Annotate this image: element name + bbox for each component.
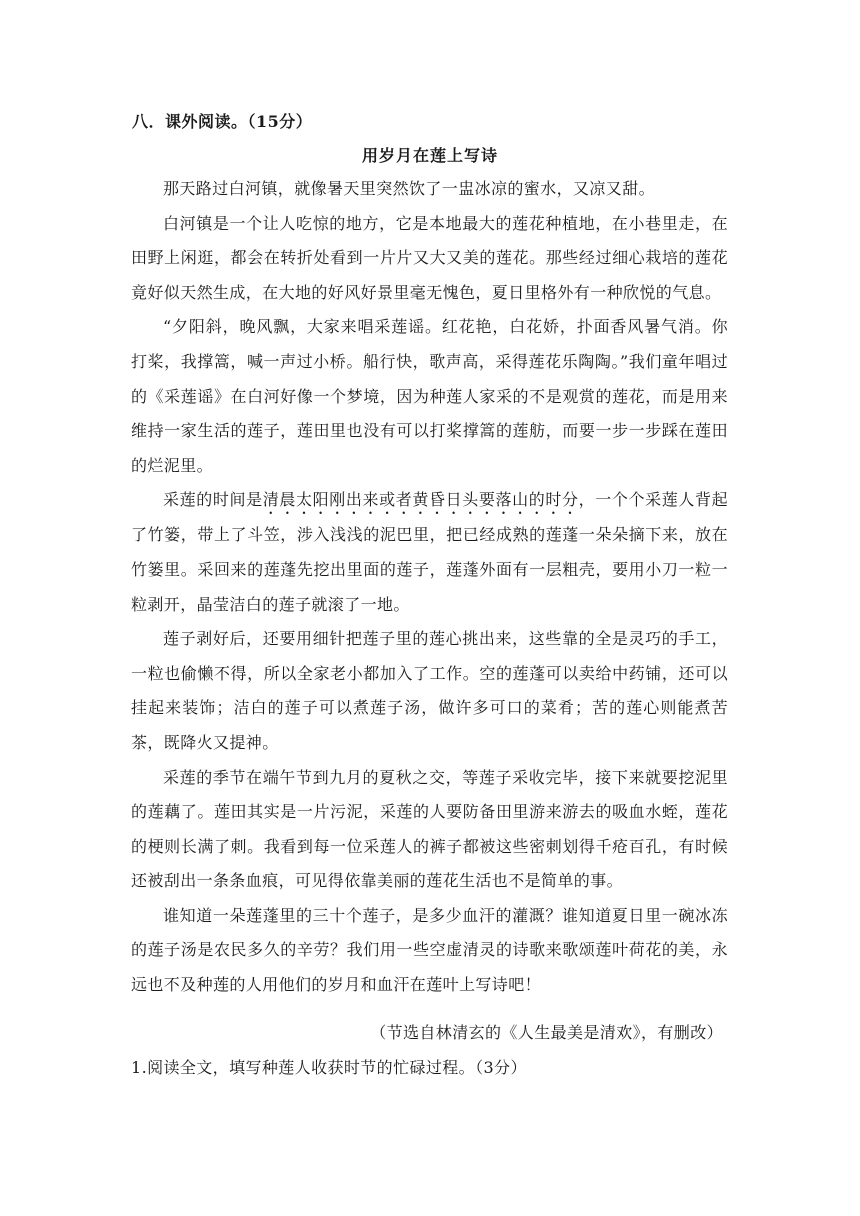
- paragraph-4-rest: ，一个个采莲人背起了竹篓，带上了斗笠，涉入浅浅的泥巴里，把已经成熟的莲蓬一朵朵摘下来，放在竹篓里。采回来的莲蓬先挖出里面的莲子，莲蓬外面有一层粗壳，要用小刀一粒一粒剥开，晶莹洁白的莲子就滚了一地。: [131, 490, 728, 614]
- question-1: 1.阅读全文，填写种莲人收获时节的忙碌过程。（3分）: [131, 1058, 527, 1077]
- source-note: （节选自林清玄的《人生最美是清欢》，有删改）: [370, 1023, 723, 1042]
- paragraph-5: 莲子剥好后，还要用细针把莲子里的莲心挑出来，这些靠的全是灵巧的手工，一粒也偷懒不得，所以全家老小都加入了工作。空的莲蓬可以卖给中药铺，还可以挂起来装饰；洁白的莲子可以煮莲子汤，做许多可口的菜肴；苦的莲心则能煮苦茶，既降火又提神。: [131, 629, 728, 752]
- paragraph-1: 那天路过白河镇，就像暑天里突然饮了一盅冰凉的蜜水，又凉又甜。: [163, 179, 656, 198]
- article-title: 用岁月在莲上写诗: [361, 146, 498, 165]
- paragraph-3: “夕阳斜，晚风飘，大家来唱采莲谣。红花艳，白花娇，扑面香风暑气消。你打桨，我撑篙，喊一声过小桥。船行快，歌声高，采得莲花乐陶陶。”我们童年唱过的《采莲谣》在白河好像一个梦境，因为种莲人家采的不是观赏的莲花，而是用来维持一家生活的莲子，莲田里也没有可以打桨撑篙的莲舫，而要一步一步踩在莲田的烂泥里。: [131, 317, 728, 475]
- paragraph-4: [131, 483, 728, 622]
- section-heading: 八．课外阅读。（15分）: [132, 112, 313, 131]
- paragraph-2: 白河镇是一个让人吃惊的地方，它是本地最大的莲花种植地，在小巷里走，在田野上闲逛，都会在转折处看到一片片又大又美的莲花。那些经过细心栽培的莲花竟好似天然生成，在大地的好风好景里毫无愧色，夏日里格外有一种欣悦的气息。: [131, 213, 728, 302]
- paragraph-6: 采莲的季节在端午节到九月的夏秋之交，等莲子采收完毕，接下来就要挖泥里的莲藕了。莲田其实是一片污泥，采莲的人要防备田里游来游去的吸血水蛭，莲花的梗则长满了刺。我看到每一位采莲人的裤子都被这些密刺划得千疮百孔，有时候还被刮出一条条血痕，可见得依靠美丽的莲花生活也不是简单的事。: [131, 767, 728, 891]
- dotted-phrase: 清晨太阳刚出来或者黄昏日头要落山的时分: [262, 490, 579, 510]
- article-body: [131, 172, 728, 1003]
- paragraph-7: 谁知道一朵莲蓬里的三十个莲子，是多少血汗的灌溉？谁知道夏日里一碗冰冻的莲子汤是农民多久的辛劳？我们用一些空虚清灵的诗歌来歌颂莲叶荷花的美，永远也不及种莲的人用他们的岁月和血汗在莲叶上写诗吧！: [131, 905, 728, 995]
- paragraph-4-start: 采莲的时间是: [163, 490, 263, 510]
